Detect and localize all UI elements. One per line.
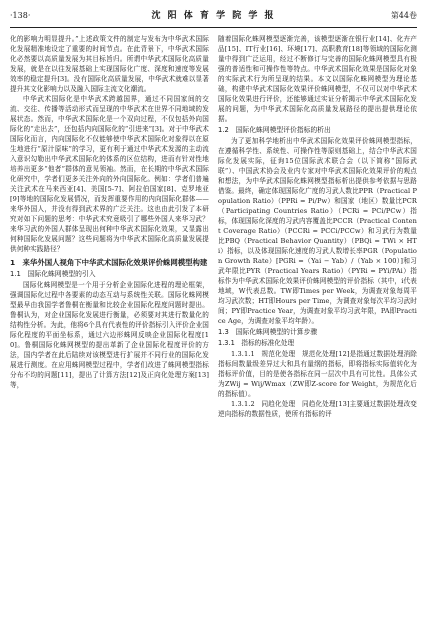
section-heading-1: 1 来华外国人视角下中华武术国际化效果评价蛛网模型构建 — [10, 258, 208, 267]
subsection-heading-1-1: 1.1 国际化蛛网模型的引入 — [10, 270, 96, 278]
journal-title: 沈 阳 体 育 学 院 学 报 — [151, 11, 276, 21]
volume-label: 第44卷 — [390, 11, 417, 20]
page-number: ·138· — [10, 11, 31, 20]
paragraph-indicator-extraction: 为了更加科学地析出中华武术国际化效果评价蛛网模型指标，在遵循科学性、系统性、可操作性等原则基础上，结合中华武术国际化发展实际，征询15位国际武术联合会（以下简称“国际武联”）、中国武术协会及业内专家对中华武术国际化效果评价的观点和想法，为中华武术国际化蛛网模型指标析出提供参考依据与思路借鉴。最终，确定体现国际化广度的习武人数比PPR（Practical Population Ratio）（PPRi = Pi/Pw）和国家（地区）数量比PCR（Participating Countries Ratio）（PCRi = PCi/PCw）指标，体现国际化深度的习武内容覆盖比PCCR（Practical Content Coverage Ratio）（PCCRi = PCCi/PCCw）和习武行为数量比PBQ（Practical Behavior Quantity）（PBQi = TWi × HTi）指标，以及体现国际化速度的习武人数增长率PGR（Population Growth Rate）[PGRi =（Yai − Yab）/（Yab × 100）]和习武年限比PYR（Practical Years Ratio）（PYRi = PYi/PAi）指标作为中华武术国际化效果评价蛛网模型的评价指标（其中，i代表地域，W代表总数。TW即Times per Week，为调查对象每周平均习武次数；HT即Hours per Time，为调查对象每次平均习武时间；PY即Practice Year，为调查对象平均习武年限，PA即Practice Age，为调查对象平均年龄）。 — [218, 136, 417, 325]
paragraph-internationalization-definition: 中华武术国际化是中华武术跨越国界，通过不同国家间的交流、交往、传播等活动形式而呈现的中华武术在世界不同地域的发展状态。然而，中华武术国际化是一个双向过程，不仅包括外向国际化的“走出去”，还包括内向国际化的“引进来”[3]。对于中华武术国际化而言，内向国际化不仅能够使中华武术国际化对象得以在原生地进行“原汁原味”的学习，更有利于通过中华武术发源的主动流入意识勾勒出中华武术国际化的体系的区位结构，进而有针对性地培养出更多“他者”群体的意见领袖。然而，在长期的中华武术国际化研究中，学者们更多关注外向的外向国际化。例如：学者们普遍关注武术在马来西亚[4]、美国[5-7]、阿拉伯国家[8]、克罗地亚[9]等地的国际化发展情况，而发挥重要作用的内向国际化群体——来华外国人，并没有得到武术界的广泛关注。这也由此引发了本研究对如下问题的思考：中华武术究竟吸引了哪些外国人来华习武？来华习武的外国人群体呈现出何种中华武术国际化效果，又显露出何种国际化发展问题？这些问题将为中华武术国际化高质量发展提供何种实践路径？ — [10, 95, 209, 253]
page-header — [10, 9, 417, 23]
paragraph-spider-model-intro: 国际化蛛网模型是一个用于分析企业国际化进程的理论框架，强调国际化过程中各要素的动态互动与系统性关联。国际化蛛网模型最早由我国学者鲁桐在衡量和比较企业国际化程度问题时提出。鲁桐认为，对企业国际化发展进行衡量，必须要对其进行数量化的结构性分析。为此，他将6个具有代表性的评价指标引入评价企业国际化程度的平面坐标系，通过六边形蛛网反映企业国际化程度[10]。鲁桐国际化蛛网模型的提出革新了企业国际化程度评价的方法，国内学者在此后陆续对该模型进行扩展并不同行业的国际化发展进行测度。在应用蛛网模型过程中，学者们改进了蛛网模型指标分布不均的问题[11]，提出了计算方法[12]及正向化处理方案[13]等， — [10, 280, 209, 389]
left-column — [10, 34, 209, 637]
paragraph-normalization: 1.3.1.1 规范化处理 规范化处理[12]是指通过数据处理消除指标间数量级差异过大和具有量纲的指标，即将指标实际值转化为指标评价值，目的是使各指标在同一层次中具有可比性。具体公式为ZWij = Wij/Wmax（ZW即Z-score for Weight，为规范化后的指标值）。 — [218, 349, 417, 398]
header-rule — [10, 27, 417, 28]
right-column — [218, 34, 417, 637]
subsection-heading-1-2: 1.2 国际化蛛网模型评价指标的析出 — [218, 126, 331, 134]
paragraph-model-application: 随着国际化蛛网模型逐渐完善，该模型逐渐在银行业[14]、化卉产品[15]、IT行业[16]、环境[17]、高职教育[18]等领域的国际化测量中得到广泛运用，经过不断修订与完善的国际化蛛网模型具有极强的普适性和可操作性等特点。中华武术国际化效果是国际化对象的实际武术行为所呈现的结果。本文以国际化蛛网模型为理论基础，构建中华武术国际化效果评价蛛网模型，不仅可以对中华武术国际化效果进行评价，还能够通过实证分析揭示中华武术国际化发展的问题，为中华武术国际化高质量发展路径的提出提供理论依据。 — [218, 35, 417, 123]
paragraph-codirection: 1.3.1.2 同趋化处理 同趋化处理[13]主要通过数据处理改变逆向指标的数据性质，使所有指标的评 — [218, 399, 417, 418]
subsection-heading-1-3: 1.3 国际化蛛网模型的计算步骤 — [218, 327, 318, 336]
subsection-heading-1-3-1: 1.3.1 指标的标准化处理 — [218, 339, 295, 347]
paragraph-intro-continued: 化的影响力明显提升。”上述政策文件的制定与发布为中华武术国际化发展精准地设定了重要的时间节点。在此背景下，中华武术国际化必然要以高质量发展为其目标旨归。所谓中华武术国际化高质量发展，就是在以往发展基础上实现国际化广度、深度和速度等发展效率的稳定提升[3]。没有国际化高质量发展，中华武术就难以显著提升其文化影响力以及融入国际主流文化潮流。 — [10, 35, 209, 93]
